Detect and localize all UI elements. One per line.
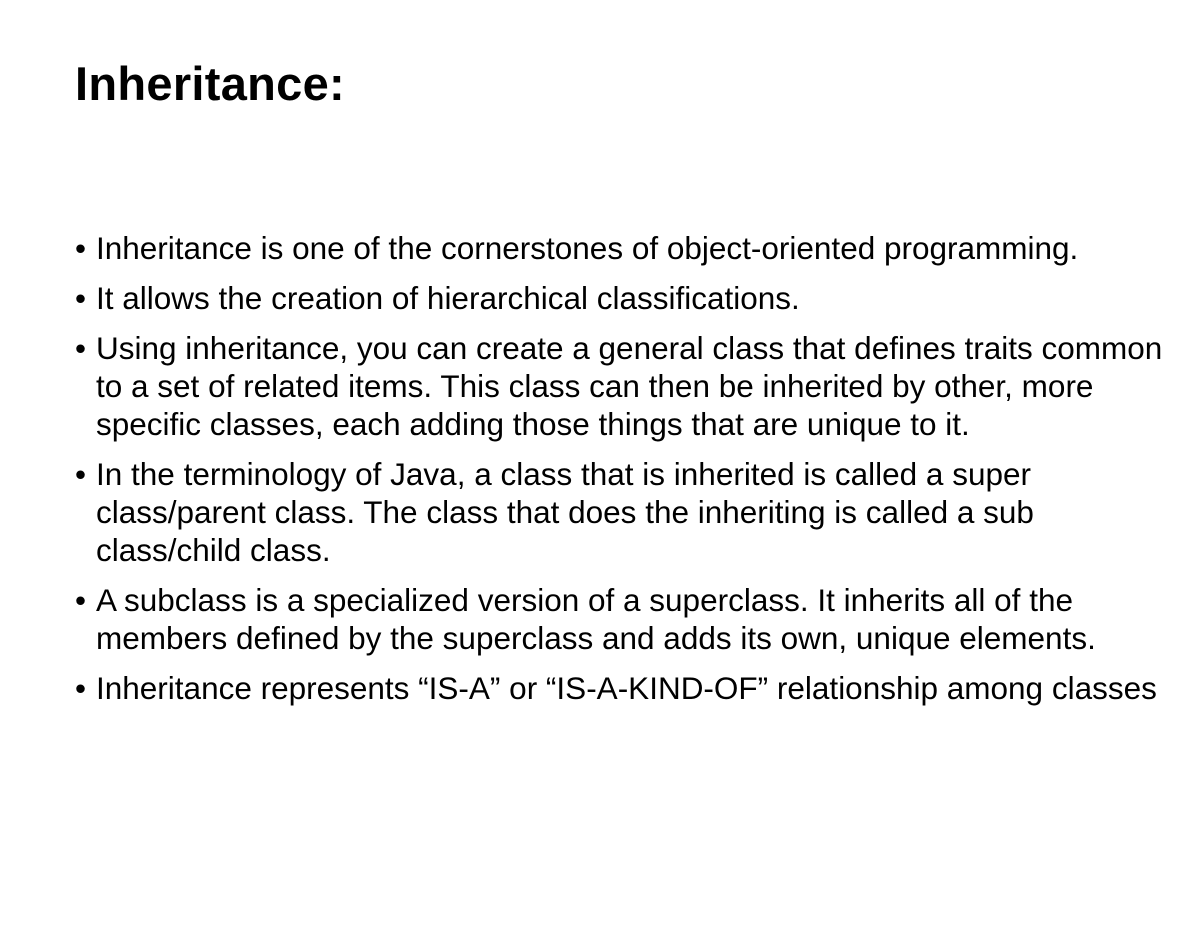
bullet-item	[75, 455, 1185, 569]
bullet-marker: •	[75, 670, 87, 706]
bullet-marker: •	[75, 330, 87, 366]
bullet-text: A subclass is a specialized version of a superclass. It inherits all of the members defined by the superclass and adds its own, unique elements.	[96, 582, 1096, 656]
bullet-text: Inheritance is one of the cornerstones of object-oriented programming.	[96, 230, 1079, 266]
bullet-text: In the terminology of Java, a class that is inherited is called a super class/parent class. The class that does the inheriting is called a sub class/child class.	[96, 456, 1034, 568]
bullet-list	[75, 229, 1185, 719]
bullet-item	[75, 229, 1185, 267]
bullet-marker: •	[75, 456, 87, 492]
bullet-marker: •	[75, 230, 87, 266]
bullet-marker: •	[75, 582, 87, 618]
bullet-item	[75, 669, 1185, 707]
bullet-item	[75, 279, 1185, 317]
bullet-text: Using inheritance, you can create a general class that defines traits common to a set of related items. This class can then be inherited by other, more specific classes, each adding those things that are unique to it.	[96, 330, 1163, 442]
bullet-item	[75, 581, 1185, 657]
bullet-text: Inheritance represents “IS-A” or “IS-A-KIND-OF” relationship among classes	[96, 670, 1157, 706]
bullet-item	[75, 329, 1185, 443]
slide-title: Inheritance:	[75, 57, 345, 110]
bullet-text: It allows the creation of hierarchical classifications.	[96, 280, 800, 316]
bullet-marker: •	[75, 280, 87, 316]
